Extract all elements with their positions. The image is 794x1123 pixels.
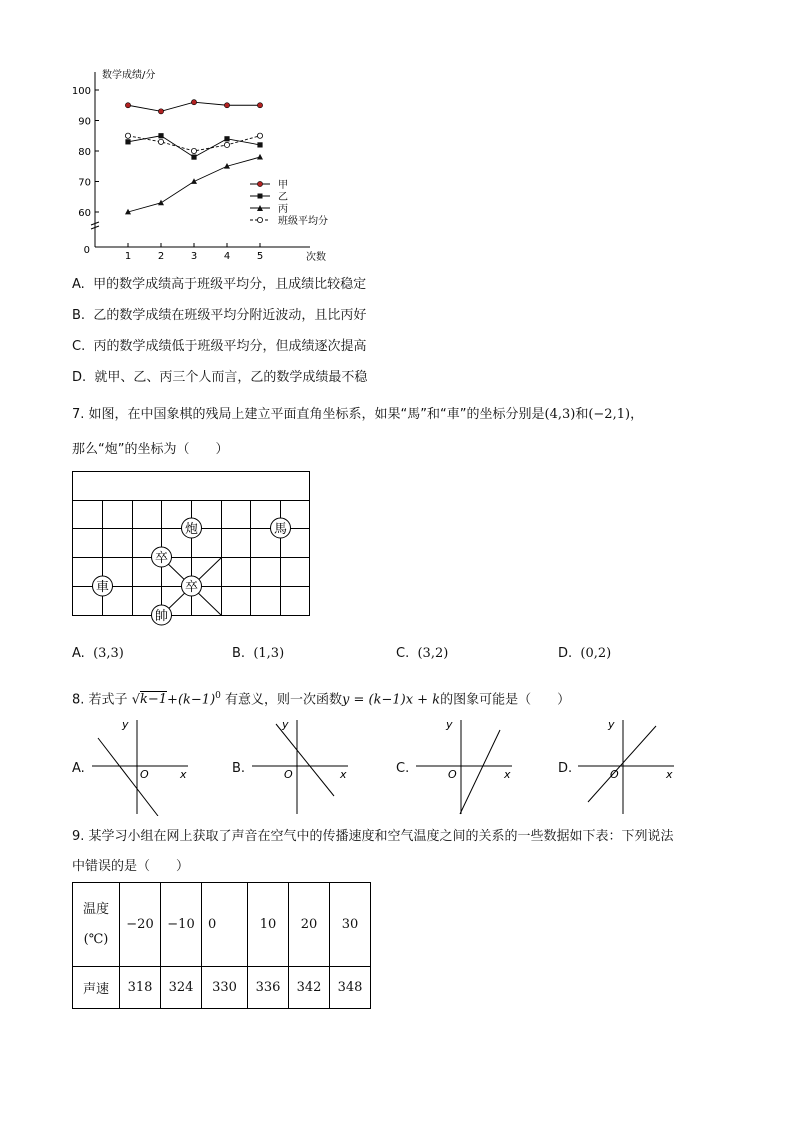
x-axis-label: 次数 [306, 252, 326, 263]
q6-option-c: C. 丙的数学成绩低于班级平均分，但成绩逐次提高 [72, 339, 367, 354]
data-point-1 [125, 139, 130, 144]
piece-ma: 馬 [273, 522, 288, 537]
table-row [73, 883, 371, 967]
q6-option-a: A. 甲的数学成绩高于班级平均分，且成绩比较稳定 [72, 277, 367, 292]
table-cell: 20 [289, 883, 330, 967]
piece-zu-2: 卒 [184, 580, 199, 595]
data-point-0 [158, 109, 163, 114]
data-point-2 [158, 200, 164, 206]
table-cell: 10 [248, 883, 289, 967]
data-point-3 [125, 133, 130, 138]
svg-text:O: O [448, 768, 457, 781]
data-point-3 [191, 148, 196, 153]
origin-label: 0 [83, 245, 90, 256]
table-cell: 330 [202, 967, 248, 1009]
series-line-2 [128, 157, 260, 212]
svg-text:y: y [282, 718, 289, 731]
svg-text:y: y [122, 718, 129, 731]
legend-marker-yi [258, 194, 263, 199]
legend-marker-avg [257, 217, 262, 222]
svg-text:x: x [340, 768, 347, 781]
q9-stem-line1: 9. 某学习小组在网上获取了声音在空气中的传播速度和空气温度之间的关系的一些数据如下表：下列说法 [72, 829, 674, 844]
data-point-0 [125, 103, 130, 108]
q7-option-d: D. (0,2) [558, 646, 612, 661]
x-tick-label: 4 [223, 251, 231, 262]
data-point-0 [191, 100, 196, 105]
table-cell: 348 [330, 967, 371, 1009]
legend [250, 179, 328, 227]
q7-option-c: C. (3,2) [396, 646, 449, 661]
table-header-temperature: 温度 (℃) [73, 883, 120, 967]
y-axis-label: 数学成绩/分 [102, 70, 156, 81]
function-expression: y = (k−1)x + k [342, 692, 441, 708]
x-tick-label: 3 [190, 251, 198, 262]
chess-board [72, 471, 312, 629]
x-tick-label: 1 [124, 251, 132, 262]
svg-text:O: O [610, 768, 619, 781]
svg-text:x: x [666, 768, 673, 781]
legend-label-bing: 丙 [278, 204, 288, 215]
table-cell: −20 [120, 883, 161, 967]
table-row [73, 967, 371, 1009]
graph-line-a [98, 738, 158, 816]
legend-label-avg: 班级平均分 [278, 216, 328, 227]
y-tick-label: 90 [78, 116, 91, 128]
data-point-2 [191, 178, 197, 184]
svg-text:x: x [504, 768, 511, 781]
q7-stem-line1: 7. 如图，在中国象棋的残局上建立平面直角坐标系，如果“馬”和“車”的坐标分别是(4,3)和(−2,1)， [72, 407, 644, 422]
table-cell: −10 [161, 883, 202, 967]
piece-pao: 炮 [184, 522, 199, 537]
x-tick-label: 5 [256, 251, 264, 262]
data-point-3 [257, 133, 262, 138]
x-tick-label: 2 [157, 251, 165, 262]
graph-line-c [460, 730, 500, 814]
data-point-2 [257, 154, 263, 160]
table-cell: 324 [161, 967, 202, 1009]
y-tick-label: 70 [78, 177, 91, 189]
data-point-3 [158, 139, 163, 144]
table-cell: 0 [202, 883, 248, 967]
svg-text:x: x [180, 768, 187, 781]
q8-option-b: B. y x O [232, 716, 352, 816]
table-cell: 336 [248, 967, 289, 1009]
data-point-3 [224, 142, 229, 147]
table-cell: 30 [330, 883, 371, 967]
data-point-1 [224, 136, 229, 141]
graph-line-b [276, 724, 334, 796]
piece-shuai: 帥 [154, 609, 169, 624]
data-point-0 [224, 103, 229, 108]
legend-label-yi: 乙 [278, 192, 288, 203]
data-point-1 [158, 133, 163, 138]
y-tick-label: 60 [78, 208, 91, 219]
y-tick-label: 80 [78, 147, 91, 158]
sqrt-expression: √k−1 [131, 692, 168, 708]
y-tick-label: 100 [71, 86, 91, 97]
coord-che: (−2,1) [588, 407, 631, 422]
q8-option-a: A. y x O [72, 716, 192, 816]
data-point-1 [191, 155, 196, 160]
legend-label-jia: 甲 [278, 180, 288, 191]
q8-stem: 8. 若式子 $√k-1+(k-1)^0$ 有意义，则一次函数y = (k−1)x + k的图象可能是（ ） [72, 691, 571, 708]
q7-option-a: A. (3,3) [72, 646, 124, 661]
q7-stem-line2: 那么“炮”的坐标为（ ） [72, 442, 229, 457]
q7-option-b: B. (1,3) [232, 646, 285, 661]
svg-text:y: y [446, 718, 453, 731]
svg-text:O: O [140, 768, 149, 781]
table-cell: 318 [120, 967, 161, 1009]
data-point-1 [257, 142, 262, 147]
svg-text:O: O [284, 768, 293, 781]
piece-che: 車 [95, 580, 110, 595]
q8-option-d: D. y x O [558, 716, 678, 816]
table-cell: 342 [289, 967, 330, 1009]
q6-option-d: D. 就甲、乙、丙三个人而言，乙的数学成绩最不稳 [72, 370, 368, 385]
coord-ma: (4,3) [544, 407, 576, 422]
piece-zu-1: 卒 [154, 551, 169, 566]
table-header-speed: 声速 [73, 967, 120, 1009]
graph-line-d [588, 726, 656, 802]
data-point-0 [257, 103, 262, 108]
q6-option-b: B. 乙的数学成绩在班级平均分附近波动，且比丙好 [72, 308, 367, 323]
line-chart [70, 62, 350, 266]
q9-stem-line2: 中错误的是（ ） [72, 859, 190, 874]
sound-speed-table [72, 882, 371, 1009]
q8-option-c: C. y x O [396, 716, 516, 816]
legend-marker-jia [257, 181, 262, 186]
svg-text:y: y [608, 718, 615, 731]
